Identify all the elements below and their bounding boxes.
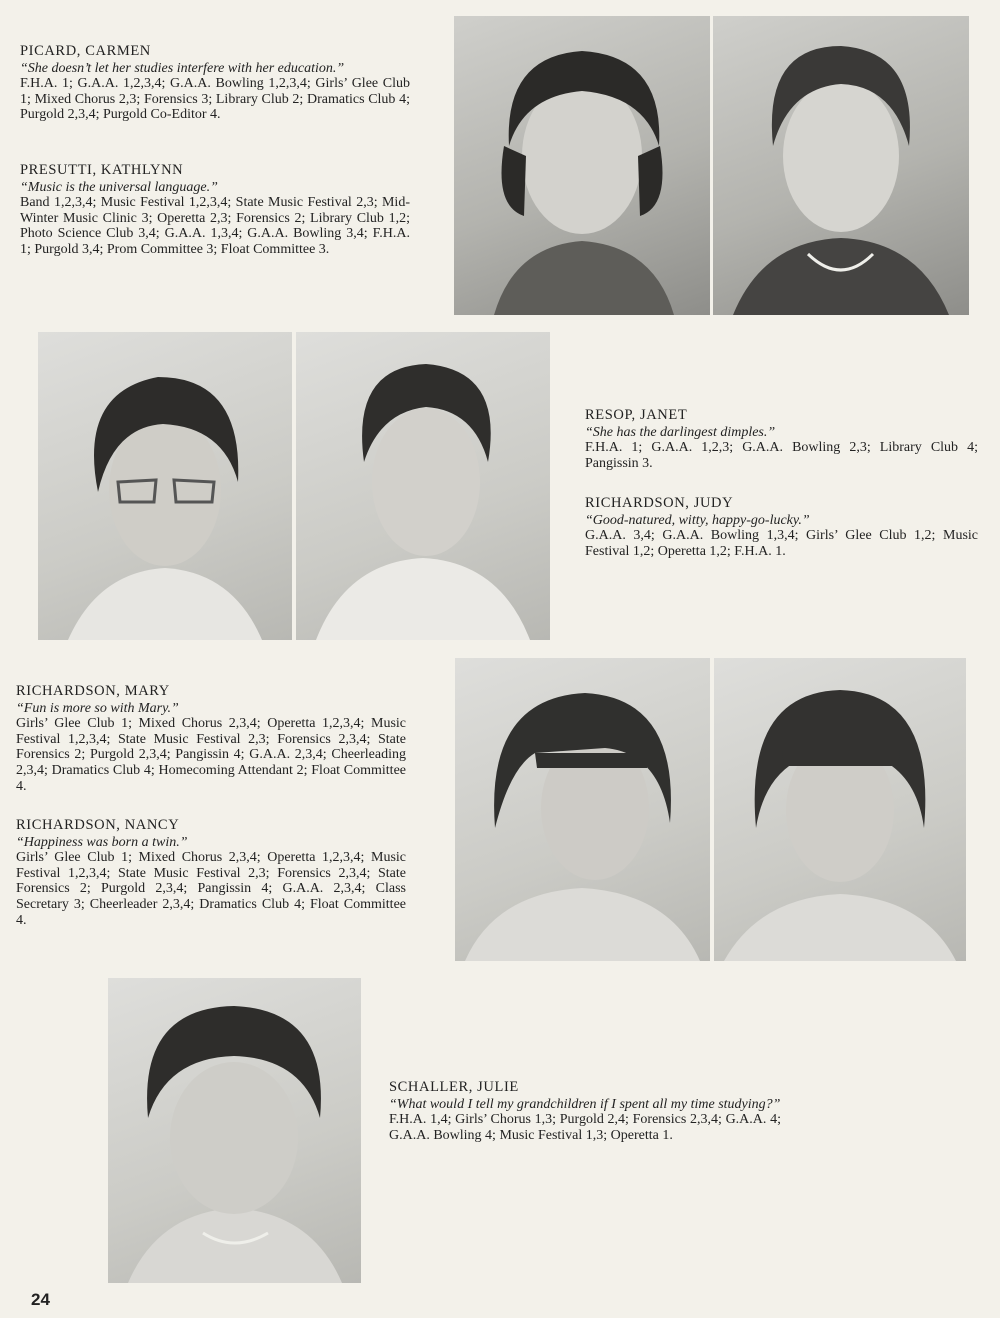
student-activities: F.H.A. 1,4; Girls’ Chorus 1,3; Purgold 2,4; Forensics 2,3,4; G.A.A. 4; G.A.A. Bowling 4; Music Festival 1,3; Operetta 1.	[389, 1112, 781, 1143]
student-activities: G.A.A. 3,4; G.A.A. Bowling 1,3,4; Girls’ Glee Club 1,2; Music Festival 1,2; Operetta 1,2; F.H.A. 1.	[585, 528, 978, 559]
portrait-photo-richardson-judy	[296, 332, 550, 640]
student-quote: “Good-natured, witty, happy-go-lucky.”	[585, 512, 810, 528]
portrait-photo-schaller	[108, 978, 361, 1283]
student-name: RICHARDSON, JUDY	[585, 495, 734, 511]
student-quote: “What would I tell my grandchildren if I spent all my time studying?”	[389, 1096, 781, 1112]
portrait-photo-picard	[454, 16, 710, 315]
student-name: RICHARDSON, NANCY	[16, 817, 180, 833]
portrait-photo-presutti	[713, 16, 969, 315]
bio-richardson-nancy	[16, 818, 406, 928]
student-quote: “Happiness was born a twin.”	[16, 834, 188, 850]
bio-richardson-judy	[585, 496, 978, 559]
student-activities: Girls’ Glee Club 1; Mixed Chorus 2,3,4; Operetta 1,2,3,4; Music Festival 1,2,3,4; State Music Festival 2,3; Forensics 2,3,4; State Forensics 2; Purgold 2,3,4; Pangissin 4; G.A.A. 2,3,4; Class Secretary 3; Cheerleader 2,3,4; Dramatics Club 4; Float Committee 4.	[16, 850, 406, 928]
student-activities: F.H.A. 1; G.A.A. 1,2,3; G.A.A. Bowling 2,3; Library Club 4; Pangissin 3.	[585, 440, 978, 471]
student-quote: “Music is the universal language.”	[20, 179, 218, 195]
student-activities: F.H.A. 1; G.A.A. 1,2,3,4; G.A.A. Bowling 1,2,3,4; Girls’ Glee Club 1; Mixed Chorus 2,3; Forensics 3; Library Club 2; Dramatics Club 4; Purgold 2,3,4; Purgold Co-Editor 4.	[20, 76, 410, 123]
student-quote: “She doesn’t let her studies interfere with her education.”	[20, 60, 345, 76]
student-name: RESOP, JANET	[585, 407, 688, 423]
student-name: SCHALLER, JULIE	[389, 1079, 519, 1095]
bio-resop-janet	[585, 408, 978, 471]
student-quote: “She has the darlingest dimples.”	[585, 424, 776, 440]
student-activities: Girls’ Glee Club 1; Mixed Chorus 2,3,4; Operetta 1,2,3,4; Music Festival 1,2,3,4; State Music Festival 2,3; Forensics 2,3,4; State Forensics 2; Purgold 2,3,4; Pangissin 4; G.A.A. 2,3,4; Cheerleading 2,3,4; Dramatics Club 4; Homecoming Attendant 2; Float Committee 4.	[16, 716, 406, 794]
student-name: RICHARDSON, MARY	[16, 683, 170, 699]
page-number: 24	[31, 1290, 50, 1309]
student-quote: “Fun is more so with Mary.”	[16, 700, 179, 716]
bio-schaller-julie	[389, 1080, 781, 1143]
portrait-photo-richardson-nancy	[714, 658, 966, 961]
student-name: PRESUTTI, KATHLYNN	[20, 162, 184, 178]
bio-richardson-mary	[16, 684, 406, 794]
student-activities: Band 1,2,3,4; Music Festival 1,2,3,4; State Music Festival 2,3; Mid-Winter Music Clinic 3; Operetta 2,3; Forensics 2; Library Club 1,2; Photo Science Club 3,4; G.A.A. 1,3,4; G.A.A. Bowling 3,4; F.H.A. 1; Purgold 3,4; Prom Committee 3; Float Committee 3.	[20, 195, 410, 257]
student-name: PICARD, CARMEN	[20, 43, 151, 59]
portrait-photo-richardson-mary	[455, 658, 710, 961]
bio-presutti-kathlynn	[20, 163, 410, 258]
portrait-photo-resop	[38, 332, 292, 640]
bio-picard-carmen	[20, 44, 410, 123]
